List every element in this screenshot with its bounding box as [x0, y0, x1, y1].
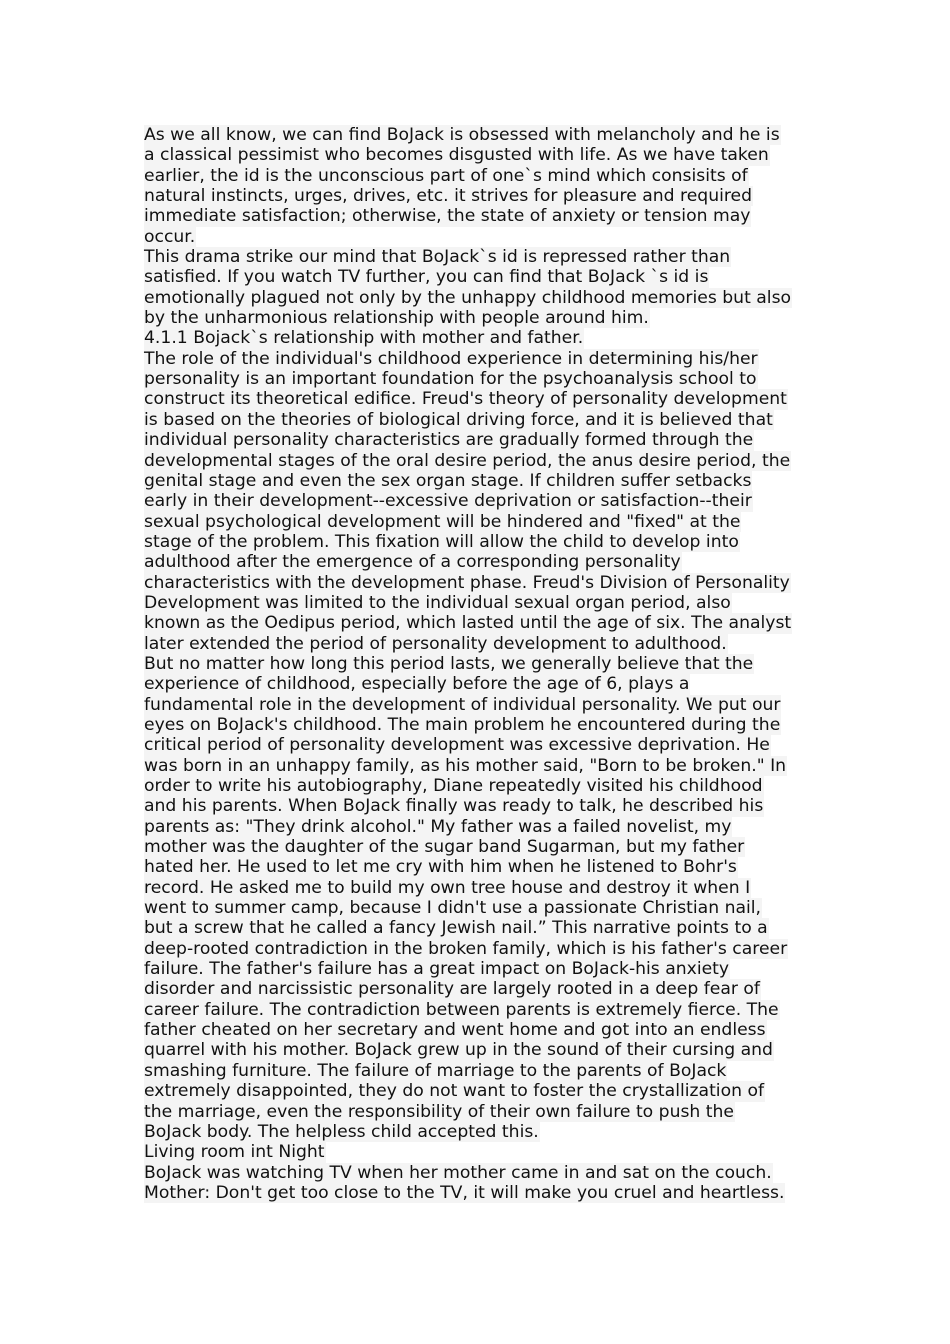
text-line: failure. The father's failure has a great impact on BoJack-his anxiety	[144, 959, 730, 980]
text-line: deep-rooted contradiction in the broken family, which is his father's career	[144, 938, 788, 959]
text-line: eyes on BoJack's childhood. The main problem he encountered during the	[144, 714, 781, 735]
text-line: order to write his autobiography, Diane repeatedly visited his childhood	[144, 776, 763, 796]
text-line: hated her. He used to let me cry with him when he listened to Bohr's	[144, 857, 737, 878]
document-page	[144, 125, 816, 1203]
text-line: experience of childhood, especially before the age of 6, plays a	[144, 674, 690, 695]
section-heading: 4.1.1 Bojack`s relationship with mother and father.	[144, 328, 584, 349]
text-line: extremely disappointed, they do not want to foster the crystallization of	[144, 1081, 765, 1102]
scene-heading: Living room int Night	[144, 1142, 325, 1163]
text-line: parents as: "They drink alcohol." My father was a failed novelist, my	[144, 816, 732, 837]
text-line: later extended the period of personality development to adulthood.	[144, 633, 727, 654]
text-line: But no matter how long this period lasts, we generally believe that the	[144, 653, 754, 674]
text-line: critical period of personality development was excessive deprivation. He	[144, 735, 770, 756]
text-line: emotionally plagued not only by the unhappy childhood memories but also	[144, 287, 792, 308]
text-line: but a screw that he called a fancy Jewish nail.” This narrative points to a	[144, 918, 768, 939]
text-line: construct its theoretical edifice. Freud's theory of personality development	[144, 389, 787, 410]
text-line: went to summer camp, because I didn't use a passionate Christian nail,	[144, 898, 762, 919]
text-line: disorder and narcissistic personality are largely rooted in a deep fear of	[144, 979, 760, 1000]
text-line: record. He asked me to build my own tree house and destroy it when I	[144, 877, 751, 898]
text-line: satisfied. If you watch TV further, you can find that BoJack `s id is	[144, 267, 709, 288]
text-line: BoJack body. The helpless child accepted this.	[144, 1121, 539, 1142]
text-line: fundamental role in the development of individual personality. We put our	[144, 694, 781, 715]
text-line: and his parents. When BoJack finally was ready to talk, he described his	[144, 796, 764, 817]
text-line: Development was limited to the individual sexual organ period, also	[144, 592, 731, 613]
text-line: characteristics with the development phase. Freud's Division of Personality	[144, 572, 790, 593]
text-line: the marriage, even the responsibility of their own failure to push the	[144, 1101, 734, 1122]
text-line: career failure. The contradiction between parents is extremely fierce. The	[144, 999, 779, 1020]
dialogue-line: Mother: Don't get too close to the TV, it will make you cruel and heartless.	[144, 1182, 785, 1203]
text-line: by the unharmonious relationship with people around him.	[144, 308, 649, 329]
text-line: adulthood after the emergence of a corresponding personality	[144, 552, 681, 573]
text-line: a classical pessimist who becomes disgusted with life. As we have taken	[144, 145, 769, 166]
text-line: developmental stages of the oral desire period, the anus desire period, the	[144, 450, 791, 471]
text-line: quarrel with his mother. BoJack grew up in the sound of their cursing and	[144, 1040, 773, 1061]
text-line: father cheated on her secretary and went home and got into an endless	[144, 1020, 766, 1041]
text-line: individual personality characteristics are gradually formed through the	[144, 430, 754, 451]
text-line: occur.	[144, 226, 196, 247]
text-line: As we all know, we can find BoJack is obsessed with melancholy and he is	[144, 125, 780, 145]
text-line: BoJack was watching TV when her mother came in and sat on the couch.	[144, 1162, 772, 1183]
text-line: smashing furniture. The failure of marriage to the parents of BoJack	[144, 1060, 727, 1081]
text-line: The role of the individual's childhood experience in determining his/her	[144, 348, 758, 369]
text-line: sexual psychological development will be hindered and "fixed" at the	[144, 511, 741, 532]
text-line: known as the Oedipus period, which lasted until the age of six. The analyst	[144, 613, 792, 634]
text-line: immediate satisfaction; otherwise, the state of anxiety or tension may	[144, 206, 751, 227]
text-line: stage of the problem. This fixation will allow the child to develop into	[144, 531, 739, 552]
text-line: was born in an unhappy family, as his mother said, "Born to be broken." In	[144, 755, 787, 776]
text-line: natural instincts, urges, drives, etc. it strives for pleasure and required	[144, 186, 753, 207]
text-line: mother was the daughter of the sugar band Sugarman, but my father	[144, 837, 745, 858]
text-line: This drama strike our mind that BoJack`s id is repressed rather than	[144, 247, 731, 268]
text-line: early in their development--excessive deprivation or satisfaction--their	[144, 491, 752, 512]
text-line: personality is an important foundation for the psychoanalysis school to	[144, 369, 757, 390]
text-line: earlier, the id is the unconscious part of one`s mind which consisits of	[144, 165, 748, 186]
text-line: genital stage and even the sex organ stage. If children suffer setbacks	[144, 470, 752, 491]
text-line: is based on the theories of biological driving force, and it is believed that	[144, 409, 773, 430]
